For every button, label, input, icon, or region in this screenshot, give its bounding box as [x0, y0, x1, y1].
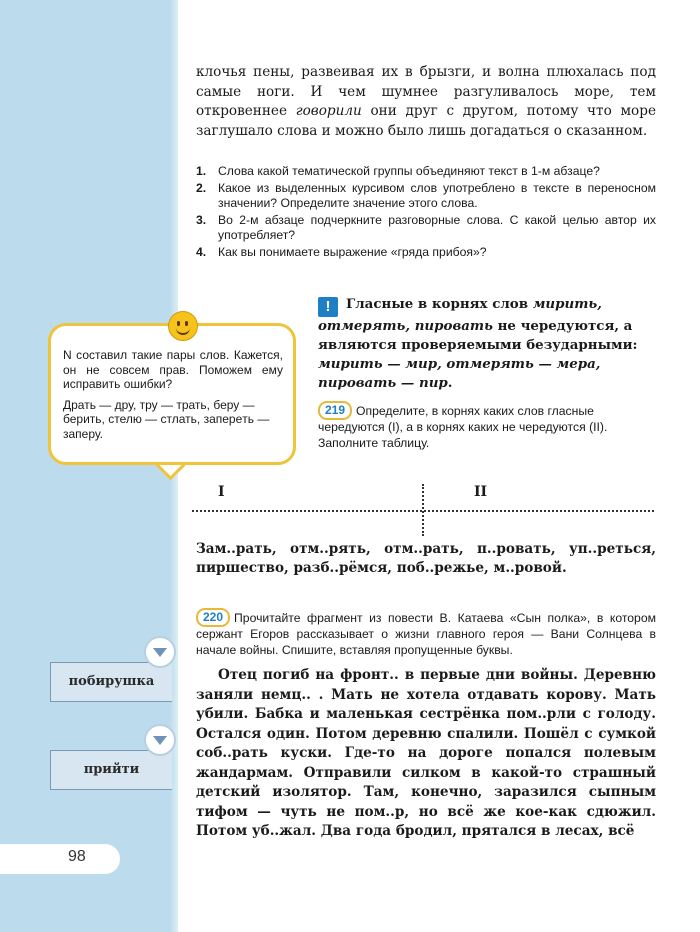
- bubble-word-pairs: Драть — дру, тру — трать, беру — берить, стелю — стлать, заперeть — заперу.: [63, 397, 270, 441]
- page-number-pill: [0, 844, 120, 874]
- question-item: 2. Какое из выделенных курсивом слов употреблено в тексте в переносном значении? Определите значение этого слова.: [196, 180, 656, 211]
- side-tab-priyti[interactable]: прийти: [50, 750, 172, 790]
- table-header-2: II: [474, 484, 488, 500]
- question-item: 4. Как вы понимаете выражение «гряда прибоя»?: [196, 244, 487, 259]
- chevron-down-icon[interactable]: [144, 636, 176, 668]
- exercise-219: 219 Определите, в корнях каких слов гласные чередуются (I), а в корнях каких не чередуются (II). Заполните таблицу.: [318, 403, 608, 450]
- exercise-number-badge: 220: [196, 608, 230, 627]
- bubble-intro: N составил такие пары слов. Кажется, он не совсем прав. Поможем ему исправить ошибки?: [63, 348, 283, 391]
- smiley-icon: [168, 311, 198, 341]
- table-header-1: I: [218, 484, 225, 500]
- top-paragraph: клочья пены, развеивая их в брызги, и волна плюхалась под самые ноги. И чем шумнее разгуливалось море, тем откровеннее говорили они друг с другом, потому что море заглушало слова и можно было лишь догадаться о сказанном.: [196, 64, 656, 139]
- exclamation-icon: !: [318, 297, 338, 317]
- question-item: 3. Во 2-м абзаце подчеркните разговорные слова. С какой целью автор их употребляет?: [196, 212, 656, 243]
- story-text: Отец погиб на фронт.. в первые дни войны. Деревню заняли немц.. . Мать не хотела отдавать корову. Мать убили. Бабка и маленькая сестрёнка пом..рли с голоду. Остался один. Потом деревню спалили. Пошёл с сумкой соб..рать куски. Где-то на дороге попался полевым жандармам. Отправили силком в какой-то страшный детский изолятор. Там, конечно, заразился сыпным тифом — чуть не пом..р, но всё же кое-как сдюжил. Потом уб..жал. Два года бродил, прятался в лесах, всё: [196, 667, 656, 839]
- side-tab-poberushka[interactable]: побирушка: [50, 662, 172, 702]
- table-column-divider: [422, 484, 424, 536]
- italic-word: говорили: [295, 103, 362, 119]
- exercise-220: 220 Прочитайте фрагмент из повести В. Катаева «Сын полка», в котором сержант Егоров рассказывает о жизни главного героя — Вани Солнцева в начале войны. Спишите, вставляя пропущенные буквы.: [196, 610, 656, 657]
- fill-table: [192, 484, 654, 536]
- exercise-219-words: Зам..рать, отм..рять, отм..рать, п..ровать, уп..реться, пиршество, разб..рёмся, поб..режье, м..ровой.: [196, 541, 656, 576]
- question-list: [196, 164, 656, 262]
- rule-box: ! Гласные в корнях слов мирить, отмерять, пировать не чередуются, а являются проверяемыми безударными: мирить — мир, отмерять — мера, пировать — пир.: [318, 296, 638, 391]
- page-number: 98: [68, 848, 86, 865]
- exercise-number-badge: 219: [318, 401, 352, 420]
- chevron-down-icon[interactable]: [144, 724, 176, 756]
- speech-bubble: [48, 323, 296, 465]
- margin-band: [0, 0, 178, 932]
- question-item: 1. Слова какой тематической группы объединяют текст в 1-м абзаце?: [196, 164, 600, 178]
